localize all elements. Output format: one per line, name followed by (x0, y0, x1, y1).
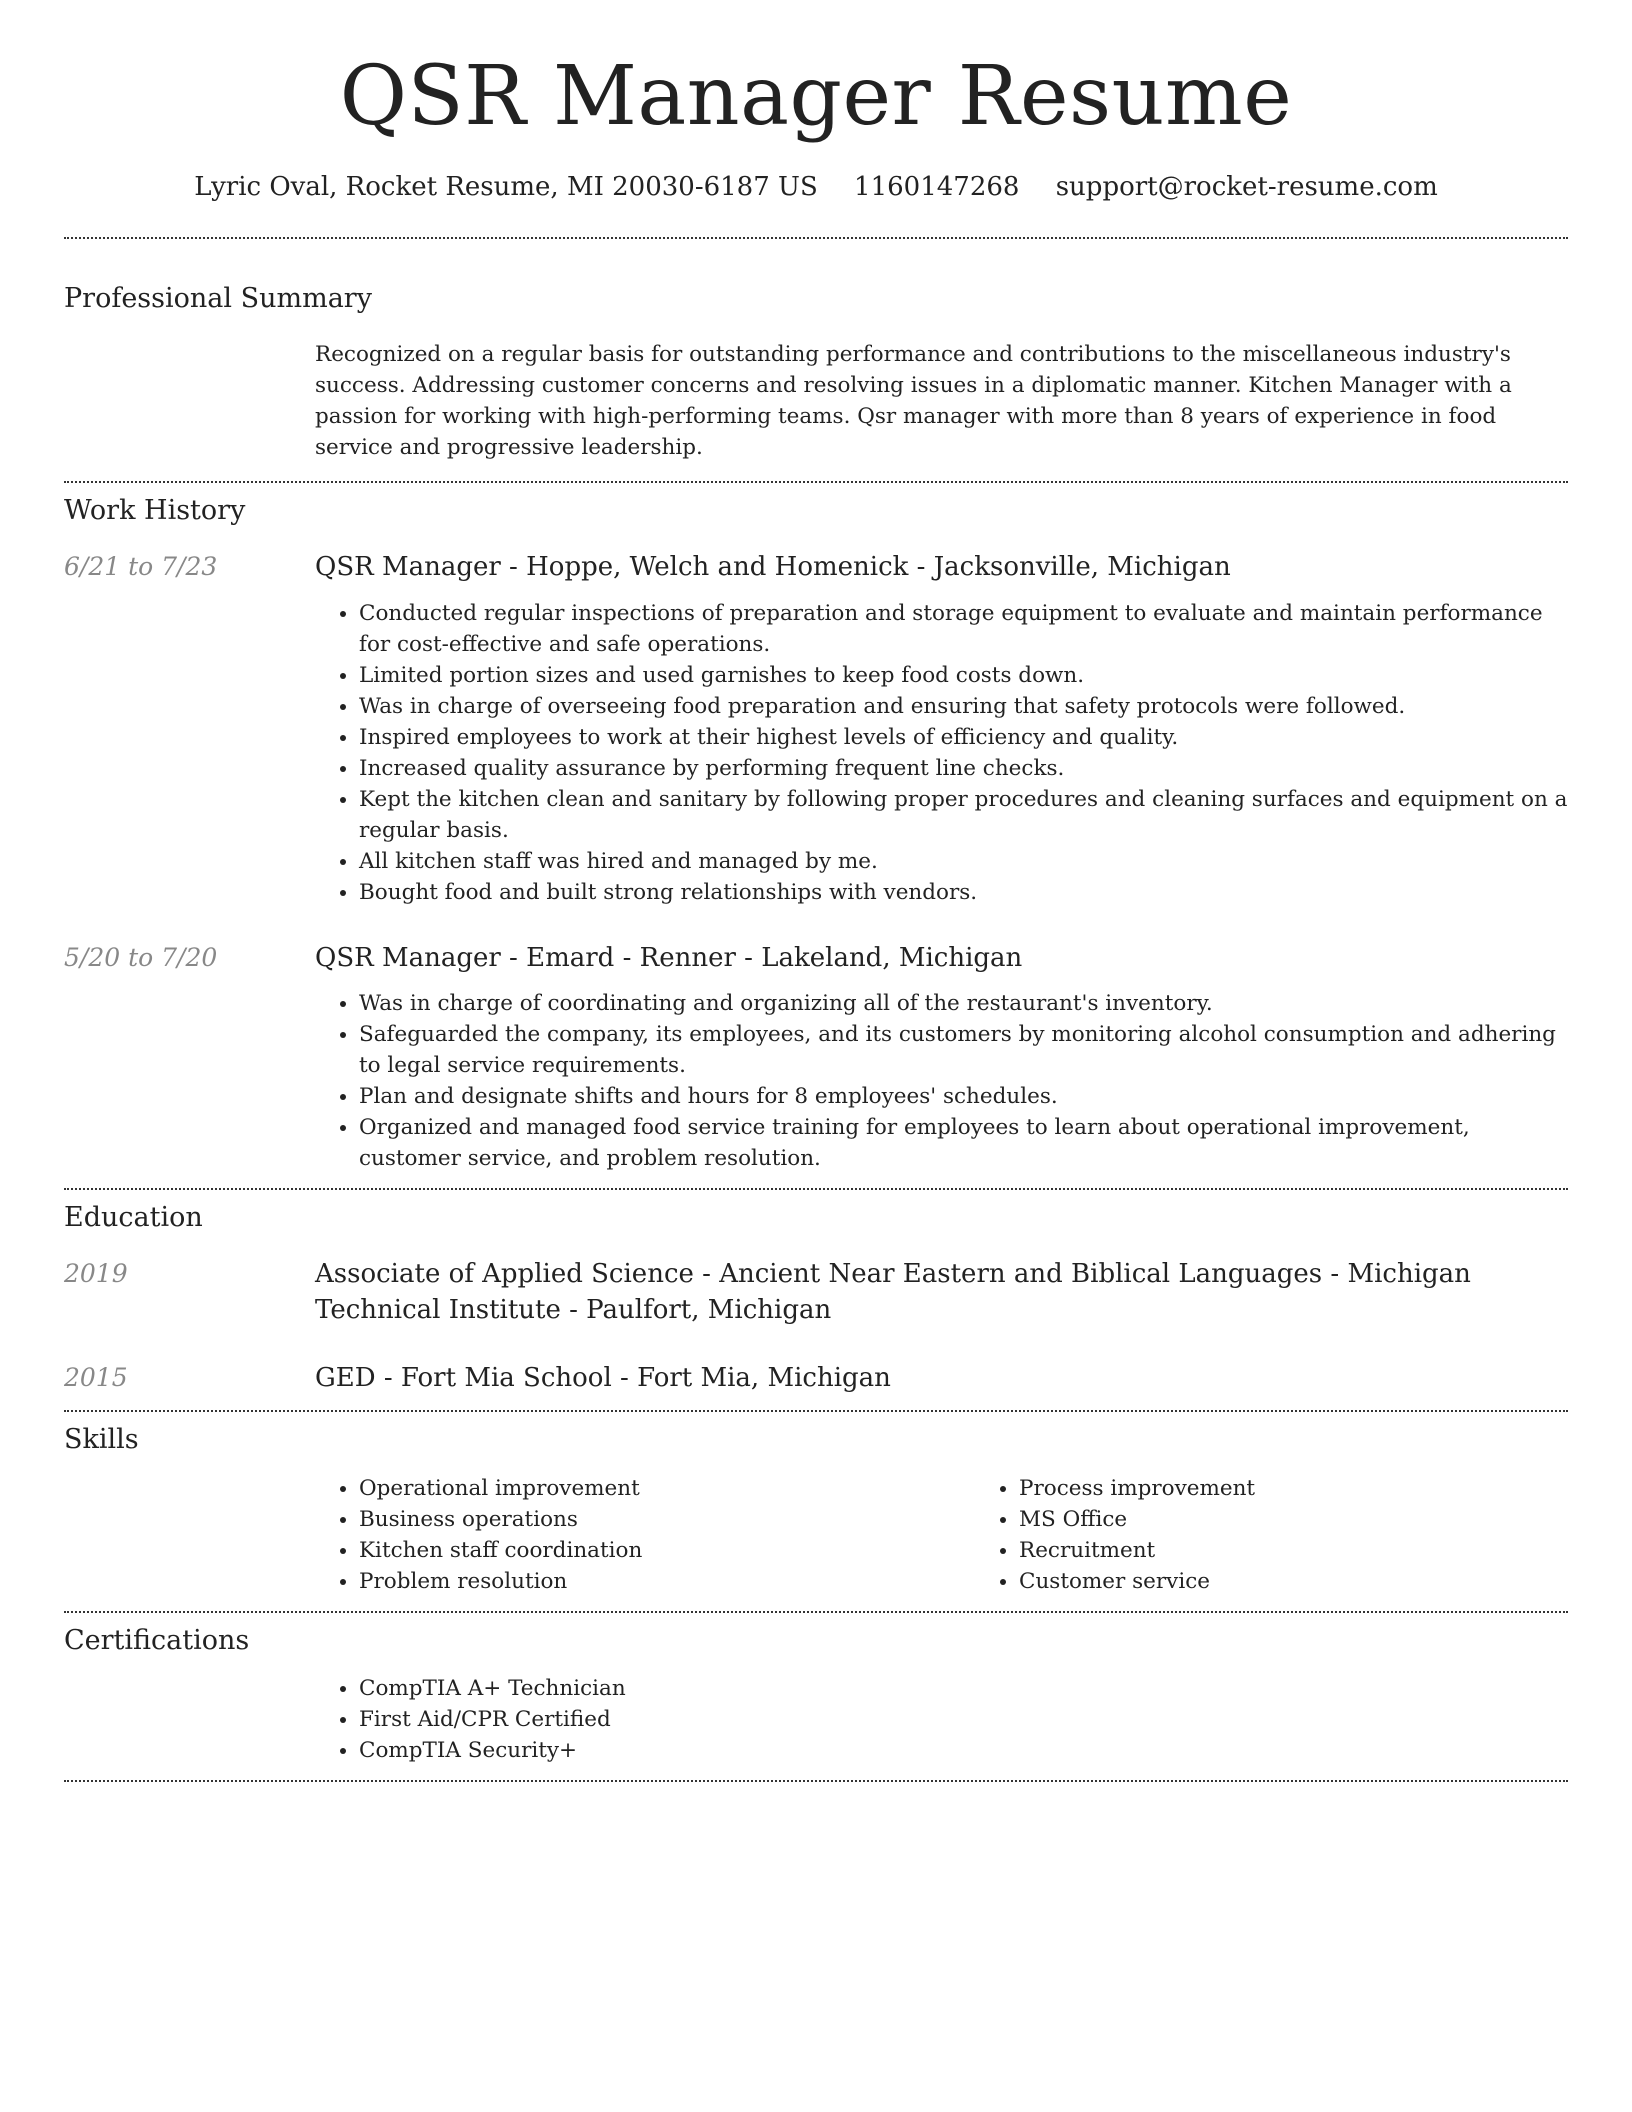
job-title: QSR Manager - Emard - Renner - Lakeland, Michigan (315, 942, 1023, 973)
skill-item: • Customer service (1019, 1566, 1632, 1597)
skill-item: • Recruitment (1019, 1535, 1632, 1566)
certifications-list (315, 1673, 1568, 1766)
certification-item: • CompTIA A+ Technician (359, 1673, 1568, 1704)
job-bullet: • Inspired employees to work at their highest levels of efficiency and quality. (359, 722, 1568, 753)
job-bullets (315, 988, 1568, 1174)
education-title: Associate of Applied Science - Ancient Near Eastern and Biblical Languages - Michigan Technical Institute - Paulfort, Michigan (315, 1259, 1471, 1326)
job-bullet: • Safeguarded the company, its employees, and its customers by monitoring alcohol consumption and adhering to legal service requirements. (359, 1019, 1568, 1081)
skill-item: • MS Office (1019, 1504, 1632, 1535)
certifications-section (64, 1613, 1568, 1766)
education-year: 2015 (64, 1363, 128, 1393)
contact-email: support@rocket-resume.com (1055, 172, 1438, 203)
resume-header (64, 0, 1568, 203)
job-bullet: • Kept the kitchen clean and sanitary by following proper procedures and cleaning surfaces and equipment on a regular basis. (359, 784, 1568, 846)
job-title: QSR Manager - Hoppe, Welch and Homenick - Jacksonville, Michigan (315, 552, 1231, 583)
education-title: GED - Fort Mia School - Fort Mia, Michigan (315, 1363, 891, 1394)
contact-line (64, 172, 1568, 203)
job-bullet: • All kitchen staff was hired and managed by me. (359, 846, 1568, 877)
job-entry (64, 549, 1568, 907)
education-entry (64, 1256, 1568, 1328)
skill-item: • Operational improvement (359, 1473, 975, 1504)
job-dates: 6/21 to 7/23 (64, 552, 218, 582)
skills-list-right (975, 1473, 1632, 1597)
certification-item: • CompTIA Security+ (359, 1735, 1568, 1766)
job-bullets (315, 598, 1568, 908)
certification-item: • First Aid/CPR Certified (359, 1704, 1568, 1735)
skill-item: • Problem resolution (359, 1566, 975, 1597)
job-bullet: • Increased quality assurance by performing frequent line checks. (359, 753, 1568, 784)
section-divider (64, 1780, 1568, 1782)
job-bullet: • Bought food and built strong relationships with vendors. (359, 877, 1568, 908)
job-bullet: • Limited portion sizes and used garnishes to keep food costs down. (359, 660, 1568, 691)
contact-address: Lyric Oval, Rocket Resume, MI 20030-6187 US (194, 172, 818, 203)
section-title-certifications: Certifications (64, 1624, 250, 1656)
job-dates: 5/20 to 7/20 (64, 942, 218, 972)
contact-phone: 1160147268 (854, 172, 1020, 203)
skill-item: • Kitchen staff coordination (359, 1535, 975, 1566)
job-entry (64, 940, 1568, 1174)
skills-section (64, 1412, 1568, 1596)
education-section (64, 1190, 1568, 1396)
section-title-education: Education (64, 1201, 203, 1233)
resume-title: QSR Manager Resume (339, 49, 1293, 144)
skill-item: • Business operations (359, 1504, 975, 1535)
section-title-work-history: Work History (64, 494, 246, 526)
section-title-skills: Skills (64, 1424, 139, 1456)
education-entry (64, 1360, 1568, 1396)
job-bullet: • Organized and managed food service training for employees to learn about operational improvement, customer service, and problem resolution. (359, 1112, 1568, 1174)
job-bullet: • Was in charge of overseeing food preparation and ensuring that safety protocols were followed. (359, 691, 1568, 722)
summary-section (64, 239, 1568, 462)
job-bullet: • Plan and designate shifts and hours for 8 employees' schedules. (359, 1081, 1568, 1112)
skills-list-left (315, 1473, 975, 1597)
work-history-section (64, 483, 1568, 1174)
job-bullet: • Conducted regular inspections of preparation and storage equipment to evaluate and maintain performance for cost-effective and safe operations. (359, 598, 1568, 660)
summary-text: Recognized on a regular basis for outstanding performance and contributions to the miscellaneous industry's success. Addressing customer concerns and resolving issues in a diplomatic manner. Kitchen Manager with a passion for working with high-performing teams. Qsr manager with more than 8 years of experience in food service and progressive leadership. (315, 341, 1512, 460)
skill-item: • Process improvement (1019, 1473, 1632, 1504)
section-title-summary: Professional Summary (64, 283, 372, 315)
education-year: 2019 (64, 1259, 128, 1289)
job-bullet: • Was in charge of coordinating and organizing all of the restaurant's inventory. (359, 988, 1568, 1019)
